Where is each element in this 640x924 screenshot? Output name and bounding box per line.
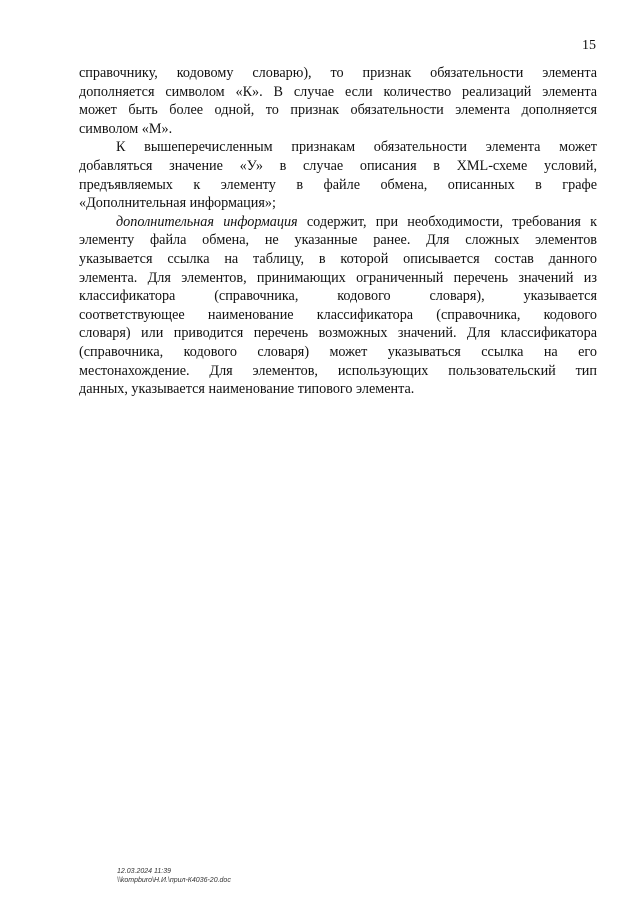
paragraph-line: символом «М». [79,120,173,137]
paragraph-line: местонахождение. Для элементов, использующих пользовательский тип [79,362,597,379]
footer-file-path: \\kompburo\Н.И.\прил-К4036-20.doc [117,877,231,884]
paragraph-line: соответствующее наименование классификатора (справочника, кодового [79,306,597,323]
paragraph-line: словаря) или приводится перечень возможных значений. Для классификатора [79,325,597,342]
paragraph-line: элемента. Для элементов, принимающих ограниченный перечень значений из [79,269,597,286]
paragraph-line: данных, указывается наименование типового элемента. [79,381,415,398]
paragraph-line: К вышеперечисленным признакам обязательности элемента может [116,139,597,156]
paragraph-line-rest: содержит, при необходимости, требования к [297,213,597,230]
paragraph-line: может быть более одной, то признак обязательности элемента дополняется [79,102,597,119]
paragraph-line: добавляться значение «У» в случае описания в XML-схеме условий, [79,157,597,174]
footer-timestamp: 12.03.2024 11:39 [117,868,171,875]
document-footer [117,867,231,885]
paragraph-line: предъявляемых к элементу в файле обмена, описанных в графе [79,176,597,193]
paragraph-line: «Дополнительная информация»; [79,195,276,212]
paragraph-2 [79,138,597,212]
page-number: 15 [582,38,596,53]
paragraph-1 [79,64,597,138]
document-body [79,64,597,399]
paragraph-3 [79,213,597,399]
paragraph-line: элементу файла обмена, не указанные ранее. Для сложных элементов [79,232,597,249]
paragraph-line-first [79,213,597,232]
paragraph-line: справочнику, кодовому словарю), то признак обязательности элемента [79,65,597,81]
paragraph-line: указывается ссылка на таблицу, в которой описывается состав данного [79,250,597,267]
term-italic: дополнительная информация [116,213,298,230]
paragraph-line: (справочника, кодового словаря) может указываться ссылка на его [79,343,597,360]
paragraph-line: дополняется символом «К». В случае если количество реализаций элемента [79,83,597,100]
paragraph-line: классификатора (справочника, кодового словаря), указывается [79,288,597,305]
